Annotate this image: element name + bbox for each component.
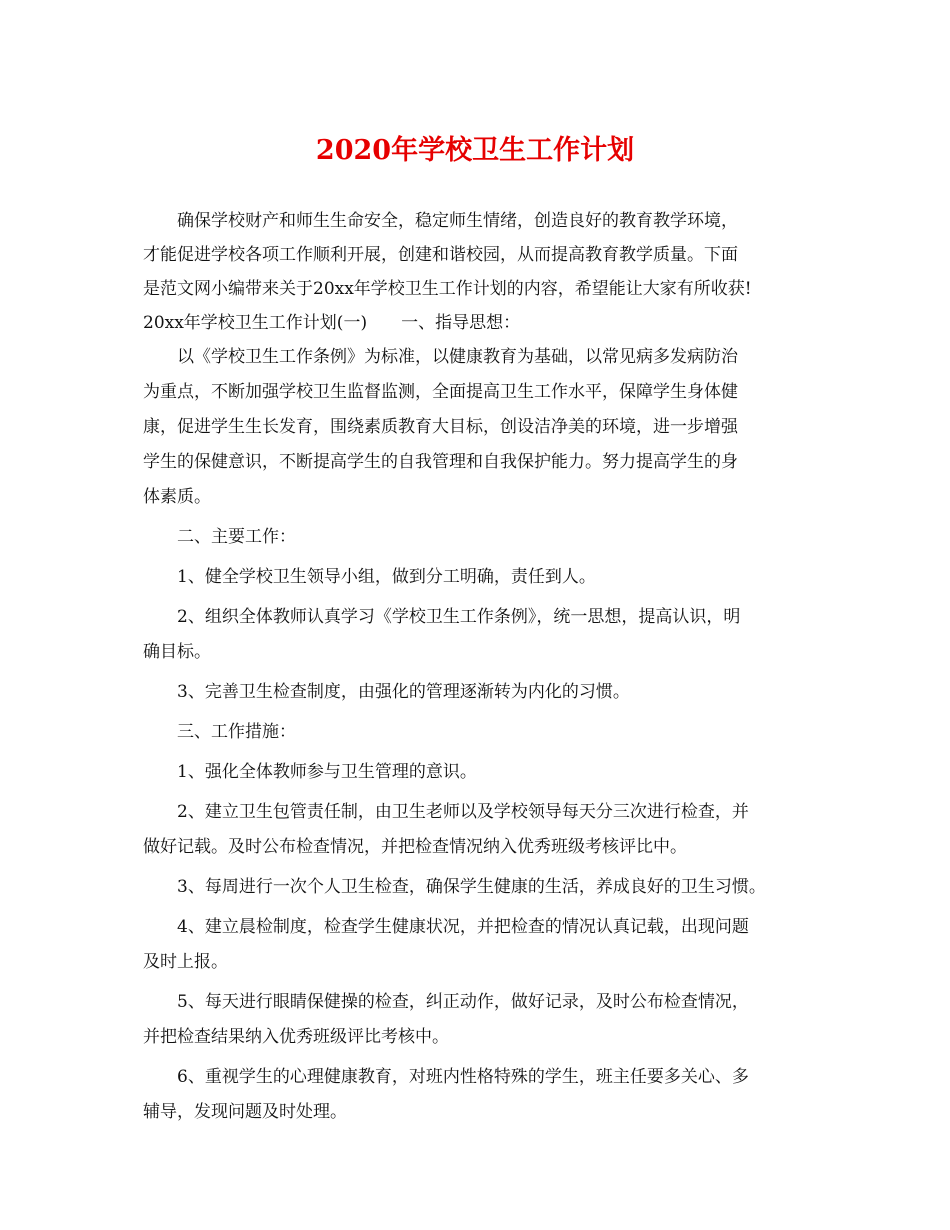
document-title: 2020年学校卫生工作计划 <box>315 135 635 166</box>
section-heading-line: 20xx年学校卫生工作计划(一) 一、指导思想： <box>143 313 521 333</box>
paragraph-line: 确保学校财产和师生生命安全，稳定师生情绪，创造良好的教育教学环境， <box>177 211 738 231</box>
list-item: 1、健全学校卫生领导小组，做到分工明确，责任到人。 <box>177 567 596 587</box>
paragraph-line: 才能促进学校各项工作顺利开展，创建和谐校园，从而提高教育教学质量。下面 <box>143 245 738 265</box>
list-item-continuation: 辅导，发现问题及时处理。 <box>143 1102 347 1122</box>
section-heading-line: 三、工作措施： <box>177 722 296 742</box>
paragraph-line: 以《学校卫生工作条例》为标准，以健康教育为基础，以常见病多发病防治 <box>177 347 738 367</box>
list-item: 3、每周进行一次个人卫生检查，确保学生健康的生活，养成良好的卫生习惯。 <box>177 877 766 897</box>
list-item: 2、组织全体教师认真学习《学校卫生工作条例》，统一思想，提高认识，明 <box>177 607 741 627</box>
list-item: 4、建立晨检制度，检查学生健康状况，并把检查的情况认真记载，出现问题 <box>177 917 749 937</box>
list-item-continuation: 及时上报。 <box>143 952 228 972</box>
list-item-continuation: 并把检查结果纳入优秀班级评比考核中。 <box>143 1027 449 1047</box>
list-item: 6、重视学生的心理健康教育，对班内性格特殊的学生，班主任要多关心、多 <box>177 1067 749 1087</box>
paragraph-line: 学生的保健意识，不断提高学生的自我管理和自我保护能力。努力提高学生的身 <box>143 452 738 472</box>
paragraph-line: 为重点，不断加强学校卫生监督监测，全面提高卫生工作水平，保障学生身体健 <box>143 382 738 402</box>
list-item: 3、完善卫生检查制度，由强化的管理逐渐转为内化的习惯。 <box>177 682 630 702</box>
document-body <box>143 204 823 1130</box>
paragraph-line: 体素质。 <box>143 487 211 507</box>
paragraph-line: 是范文网小编带来关于20xx年学校卫生工作计划的内容，希望能让大家有所收获! <box>143 279 752 299</box>
list-item: 5、每天进行眼睛保健操的检查，纠正动作，做好记录，及时公布检查情况， <box>177 992 749 1012</box>
list-item: 2、建立卫生包管责任制，由卫生老师以及学校领导每天分三次进行检查，并 <box>177 802 749 822</box>
paragraph-line: 康，促进学生生长发育，围绕素质教育大目标，创设洁净美的环境，进一步增强 <box>143 417 738 437</box>
list-item-continuation: 确目标。 <box>143 642 211 662</box>
list-item: 1、强化全体教师参与卫生管理的意识。 <box>177 762 477 782</box>
section-heading-line: 二、主要工作： <box>177 527 296 547</box>
list-item-continuation: 做好记载。及时公布检查情况，并把检查情况纳入优秀班级考核评比中。 <box>143 837 687 857</box>
